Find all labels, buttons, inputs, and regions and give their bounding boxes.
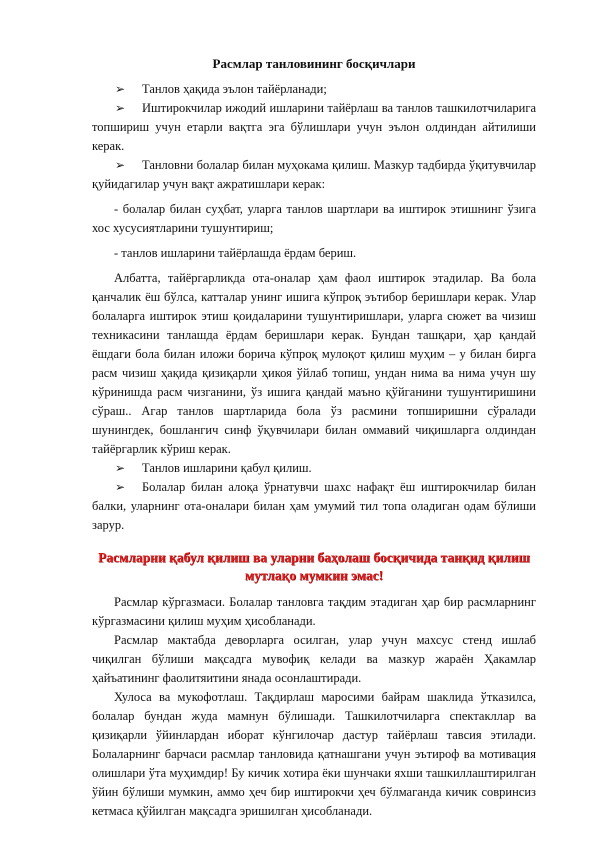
list-item-text: Танлов ишларини қабул қилиш. xyxy=(142,461,312,475)
warning-heading: Расмларни қабул қилиш ва уларни баҳолаш босқичида танқид қилиш мутлақо мумкин эмас! xyxy=(98,550,530,583)
list-item xyxy=(92,156,536,194)
arrowhead-bullet-icon: ➢ xyxy=(115,461,126,475)
paragraph: Расмлар кўргазмаси. Болалар танловга тақдим этадиган ҳар бир расмларнинг кўргазмасини қилиш муҳим ҳисобланади. xyxy=(92,595,536,628)
arrowhead-bullet-icon: ➢ xyxy=(115,101,126,115)
list-item xyxy=(92,478,536,535)
arrowhead-bullet-icon: ➢ xyxy=(115,480,126,494)
list-item-text: Танловни болалар билан муҳокама қилиш. Мазкур тадбирда ўқитувчилар қуйидагилар учун вақт ажратишлари керак: xyxy=(92,158,536,191)
paragraph: Албатта, тайёргарликда ота-оналар ҳам фаол иштирок этадилар. Ва бола қанчалик ёш бўлса, катталар унинг ишига кўпроқ эътибор беришлари керак. Улар болаларга иштирок этиш қоидаларини тушунтиришлари, уларга сюжет ва чизиш техникасини танлашда ёрдам беришлари керак. Бундан ташқари, ҳар қандай ёшдаги бола билан иложи борича кўпроқ мулоқот қилиш муҳим – у билан бирга расм чизиш ҳақида қизиқарли ҳикоя ўйлаб топиш, ундан нима ва нима учун шу кўринишда расм чизганини, ўз ишига қандай маъно қўйганини тушунтиришини сўраш.. Агар танлов шартларида бола ўз расмини топширишни сўралади шунингдек, бошлангич синф ўқувчилари билан оммавий чиқишларга олдиндан тайёргарлик кўриш керак. xyxy=(92,271,536,456)
arrowhead-bullet-icon: ➢ xyxy=(115,158,126,172)
list-item-text: Танлов ҳақида эълон тайёрланади; xyxy=(142,82,327,96)
list-item-text: Болалар билан алоқа ўрнатувчи шахс нафақт ёш иштирокчилар билан балки, уларнинг ота-оналари билан ҳам умумий тил топа оладиган одам бўлиши зарур. xyxy=(92,480,536,532)
document-title: Расмлар танловининг босқичлари xyxy=(212,56,416,71)
list-item xyxy=(92,80,536,99)
list-item xyxy=(92,99,536,156)
dash-item: - танлов ишларини тайёрлашда ёрдам бериш. xyxy=(114,246,357,260)
dash-item: - болалар билан суҳбат, уларга танлов шартлари ва иштирок этишнинг ўзига хос хусусиятларини тушунтириш; xyxy=(92,202,536,235)
arrowhead-bullet-icon: ➢ xyxy=(115,82,126,96)
paragraph: Хулоса ва мукофотлаш. Тақдирлаш маросими байрам шаклида ўтказилса, болалар бундан жуда мамнун бўлишади. Ташкилотчиларга спектакллар ва қизиқарли ўйинлардан иборат кўнгилочар дастур тайёрлаш тавсия этилади. Болаларнинг барчаси расмлар танловида қатнашгани учун эътироф ва мотивация олишлари ўта муҳимдир! Бу кичик хотира ёки шунчаки яхши ташкиллаштирилган ўйин бўлиши мумкин, аммо ҳеч бир иштирокчи ҳеч бўлмаганда кичик совринсиз кетмаса қўйилган мақсадга эришилган ҳисобланади. xyxy=(92,690,536,818)
list-item xyxy=(92,459,536,478)
paragraph: Расмлар мактабда деворларга осилган, улар учун махсус стенд ишлаб чиқилган бўлиши мақсадга мувофиқ келади ва мазкур жараён Ҳакамлар ҳайъатининг фаолитяитини янада осонлаштиради. xyxy=(92,633,536,685)
list-item-text: Иштирокчилар ижодий ишларини тайёрлаш ва танлов ташкилотчиларига топшириш учун етарли вақтга эга бўлишлари учун эълон олдиндан айтилиши керак. xyxy=(92,101,536,153)
document-page xyxy=(92,54,536,821)
